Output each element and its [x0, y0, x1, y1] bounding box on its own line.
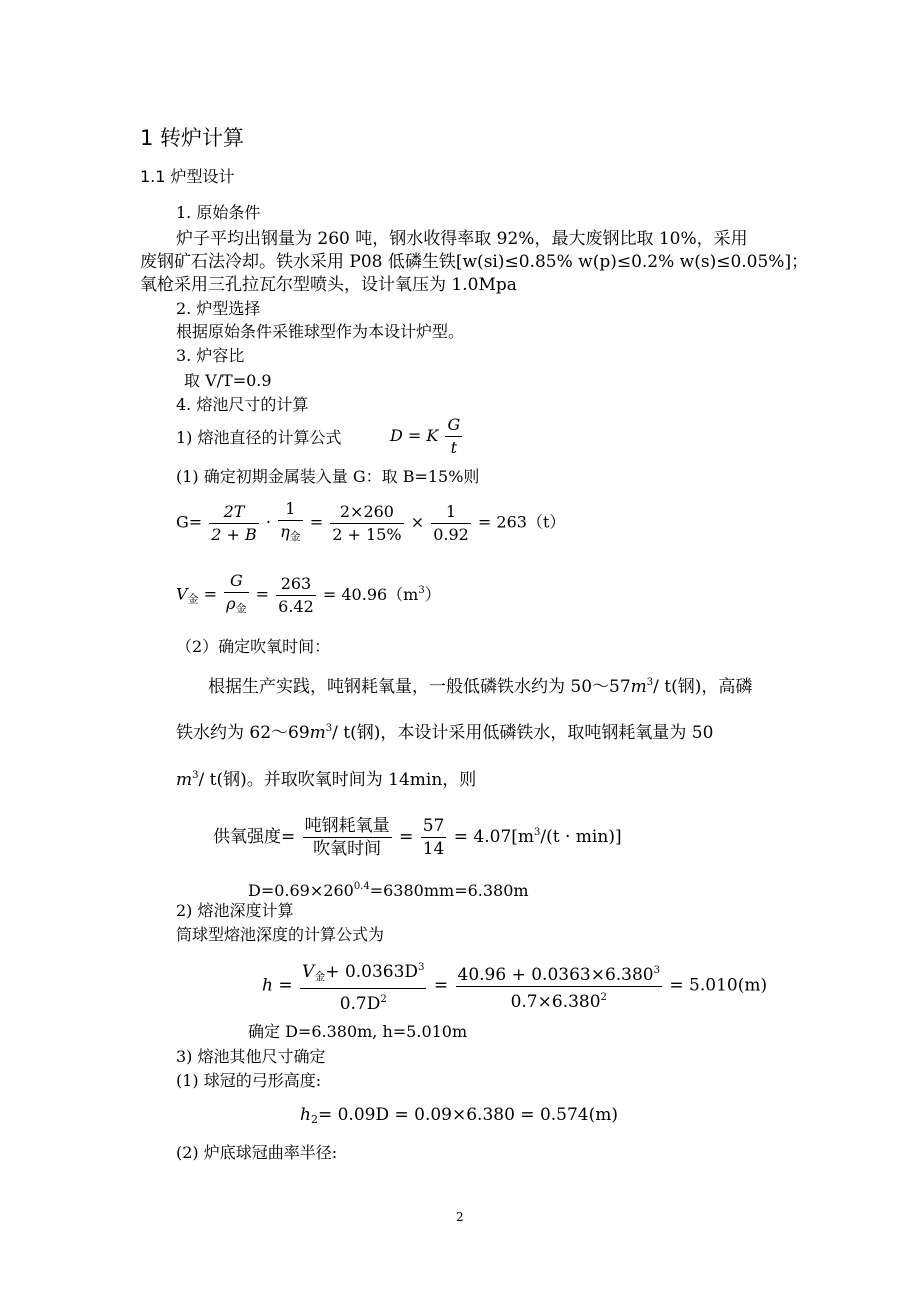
supply-frac2: [421, 815, 447, 860]
depth-frac2: [456, 960, 663, 1013]
charge-lhs: G=: [176, 512, 203, 532]
arc-height-formula: $h_2= 0.09D = 0.09\times 6.380 = 0.574(m)$: [300, 1105, 619, 1126]
arc-height-label: (1) 球冠的弓形高度:: [176, 1071, 322, 1090]
charge-label: (1) 确定初期金属装入量 G：取 B=15%则: [176, 467, 480, 486]
diameter-formula-label: 1) 熔池直径的计算公式: [176, 428, 342, 447]
volume-frac2-num: 263: [276, 573, 316, 596]
item3-title: 3. 炉容比: [176, 346, 245, 365]
item2-title: 2. 炉型选择: [176, 299, 261, 318]
item1-line3: 氧枪采用三孔拉瓦尔型喷头，设计氧压为 1.0Mpa: [140, 275, 517, 295]
charge-frac1-den: 2 + B: [211, 524, 257, 544]
diameter-formula: [390, 414, 464, 459]
charge-times: ×: [410, 512, 425, 532]
diameter-formula-lhs: D = K: [390, 426, 439, 445]
section-subtitle: 1.1 炉型设计: [140, 167, 235, 186]
depth-frac1: [300, 957, 426, 1015]
charge-frac4-num: 1: [431, 501, 471, 524]
volume-eq: =: [203, 584, 218, 604]
depth-frac1-num: $V_金+ 0.0363D^3$: [300, 957, 426, 989]
item3-text: 取 V/T=0.9: [184, 371, 272, 390]
charge-result: = 263（t）: [477, 512, 566, 532]
confirm-line: 确定 D=6.380m, h=5.010m: [248, 1022, 468, 1041]
charge-frac3-den: 2 + 15%: [332, 524, 402, 544]
volume-frac1-den: [224, 593, 248, 620]
charge-frac2: [278, 498, 303, 548]
supply-result: = $4.07[m^3/(t \cdot \min)]$: [453, 827, 622, 847]
eta-subscript: 金: [289, 530, 301, 543]
charge-frac1: [209, 501, 259, 546]
charge-frac4-den: 0.92: [433, 524, 469, 544]
supply-formula: [213, 815, 622, 860]
rho-symbol: ρ: [226, 594, 236, 613]
volume-result: = $40.96(m^3)$: [322, 584, 441, 604]
charge-dot: ·: [265, 512, 271, 532]
diameter-fraction-den: t: [450, 438, 458, 457]
volume-subscript: 金: [187, 592, 199, 606]
item4-title: 4. 熔池尺寸的计算: [176, 395, 309, 414]
depth-frac1-den: $0.7D^2$: [339, 994, 387, 1014]
curvature-radius-label: (2) 炉底球冠曲率半径:: [176, 1143, 338, 1162]
supply-frac2-den: 14: [422, 839, 445, 859]
volume-frac1: [224, 570, 248, 620]
supply-eq: =: [399, 827, 414, 847]
supply-frac1-num: 吨钢耗氧量: [304, 816, 390, 836]
depth-frac2-num: $40.96 + 0.0363\times 6.380^3$: [456, 960, 663, 987]
charge-frac2-den: [278, 521, 303, 548]
page-number: 2: [456, 1210, 464, 1224]
diameter-fraction-num: G: [445, 414, 462, 437]
item1-title: 1. 原始条件: [176, 203, 261, 222]
depth-text: 筒球型熔池深度的计算公式为: [176, 925, 385, 944]
volume-symbol: V: [176, 584, 188, 604]
volume-formula: [176, 570, 441, 620]
depth-frac2-den: $0.7\times 6.380^2$: [510, 991, 607, 1012]
volume-frac2: [276, 573, 316, 618]
item2-text: 根据原始条件采锥球型作为本设计炉型。: [176, 322, 465, 341]
rho-subscript: 金: [235, 602, 247, 615]
other-sizes-label: 3) 熔池其他尺寸确定: [176, 1047, 326, 1066]
diameter-fraction: [445, 414, 462, 459]
supply-frac1: [303, 815, 392, 860]
oxygen-line3: $m^3/$ t(钢)。并取吹氧时间为 14min，则: [176, 770, 477, 790]
item1-line1: 炉子平均出钢量为 260 吨，钢水收得率取 92%，最大废钢比取 10%，采用: [176, 229, 748, 249]
charge-frac1-num: 2T: [209, 501, 259, 524]
eta-symbol: η: [280, 522, 290, 541]
charge-formula: [176, 498, 565, 548]
diameter-result-line: $D=0.69\times 260^{0.4}=6380mm=6.380m$: [248, 881, 529, 900]
charge-frac4: [431, 501, 471, 546]
supply-frac2-num: 57: [422, 816, 445, 836]
charge-frac2-num: 1: [278, 498, 303, 521]
charge-frac3: [330, 501, 403, 546]
volume-frac1-num: G: [224, 570, 248, 593]
depth-result: = 5.010(m): [669, 975, 768, 996]
depth-label: 2) 熔池深度计算: [176, 901, 294, 920]
section-title: 1 转炉计算: [140, 126, 245, 150]
charge-eq: =: [309, 512, 324, 532]
depth-lhs: h =: [262, 975, 293, 996]
depth-eq: =: [433, 975, 449, 996]
charge-frac3-num: 2×260: [330, 501, 403, 524]
depth-formula: [262, 957, 767, 1015]
oxygen-line2: 铁水约为 $62\sim 69m^3/$ t(钢)，本设计采用低磷铁水，取吨钢耗氧量为 50: [176, 723, 714, 743]
supply-lhs: 供氧强度=: [213, 827, 296, 847]
volume-eq2: =: [255, 584, 270, 604]
oxygen-line1: 根据生产实践，吨钢耗氧量，一般低磷铁水约为 $50\sim 57m^3/$ t(钢)，高磷: [208, 677, 753, 697]
volume-frac2-den: 6.42: [278, 596, 314, 616]
oxygen-time-label: （2）确定吹氧时间：: [176, 637, 331, 656]
supply-frac1-den: 吹氧时间: [313, 839, 382, 859]
item1-line2: 废钢矿石法冷却。铁水采用 P08 低磷生铁[w(si)≤0.85% w(p)≤0.2% w(s)≤0.05%]；: [140, 252, 809, 272]
